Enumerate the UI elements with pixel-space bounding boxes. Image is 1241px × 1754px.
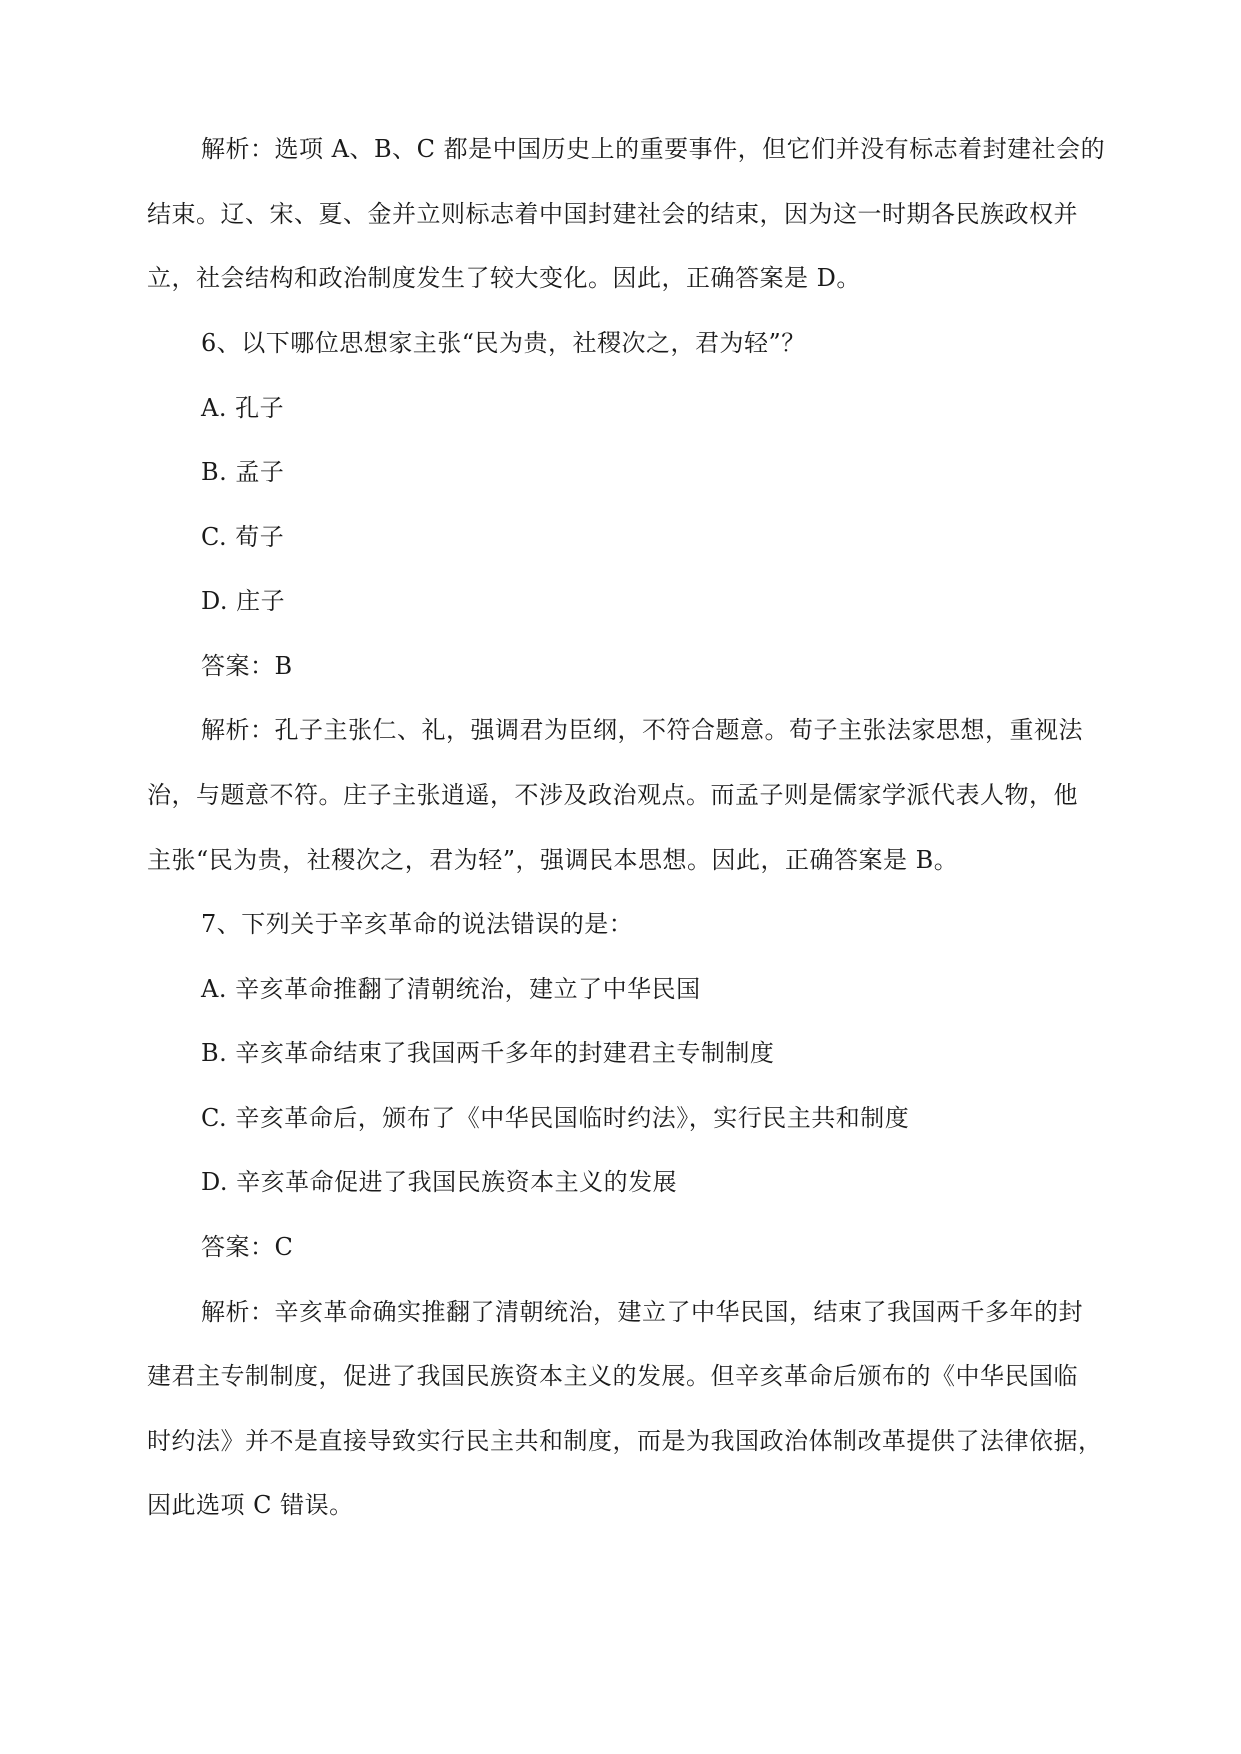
q6-analysis-line-3: 主张“民为贵，社稷次之，君为轻”，强调民本思想。因此，正确答案是 B。 [147, 846, 959, 874]
q7-question: 7、下列关于辛亥革命的说法错误的是： [201, 910, 634, 938]
q6-answer: 答案：B [201, 652, 293, 680]
q7-analysis-line-4: 因此选项 C 错误。 [147, 1491, 354, 1519]
q5-analysis-line-1: 解析：选项 A、B、C 都是中国历史上的重要事件，但它们并没有标志着封建社会的 [201, 135, 1106, 163]
q5-analysis-line-3: 立，社会结构和政治制度发生了较大变化。因此，正确答案是 D。 [147, 264, 861, 292]
q6-option-b: B. 孟子 [201, 458, 285, 486]
q7-option-a: A. 辛亥革命推翻了清朝统治，建立了中华民国 [201, 975, 701, 1003]
q6-option-c: C. 荀子 [201, 523, 285, 551]
q5-analysis-line-2: 结束。辽、宋、夏、金并立则标志着中国封建社会的结束，因为这一时期各民族政权并 [147, 200, 1078, 228]
q7-answer: 答案：C [201, 1233, 294, 1261]
q7-analysis-line-1: 解析：辛亥革命确实推翻了清朝统治，建立了中华民国，结束了我国两千多年的封 [201, 1298, 1083, 1326]
q6-option-a: A. 孔子 [201, 394, 285, 422]
q7-option-c: C. 辛亥革命后，颁布了《中华民国临时约法》，实行民主共和制度 [201, 1104, 910, 1132]
q6-analysis-line-2: 治，与题意不符。庄子主张逍遥，不涉及政治观点。而孟子则是儒家学派代表人物，他 [147, 781, 1078, 809]
q6-option-d: D. 庄子 [201, 587, 286, 615]
q7-option-b: B. 辛亥革命结束了我国两千多年的封建君主专制制度 [201, 1039, 775, 1067]
q7-analysis-line-3: 时约法》并不是直接导致实行民主共和制度，而是为我国政治体制改革提供了法律依据， [147, 1427, 1103, 1455]
q7-option-d: D. 辛亥革命促进了我国民族资本主义的发展 [201, 1168, 678, 1196]
q6-analysis-line-1: 解析：孔子主张仁、礼，强调君为臣纲，不符合题意。荀子主张法家思想，重视法 [201, 716, 1083, 744]
q6-question: 6、以下哪位思想家主张“民为贵，社稷次之，君为轻”？ [201, 329, 806, 357]
q7-analysis-line-2: 建君主专制制度，促进了我国民族资本主义的发展。但辛亥革命后颁布的《中华民国临 [147, 1362, 1078, 1390]
